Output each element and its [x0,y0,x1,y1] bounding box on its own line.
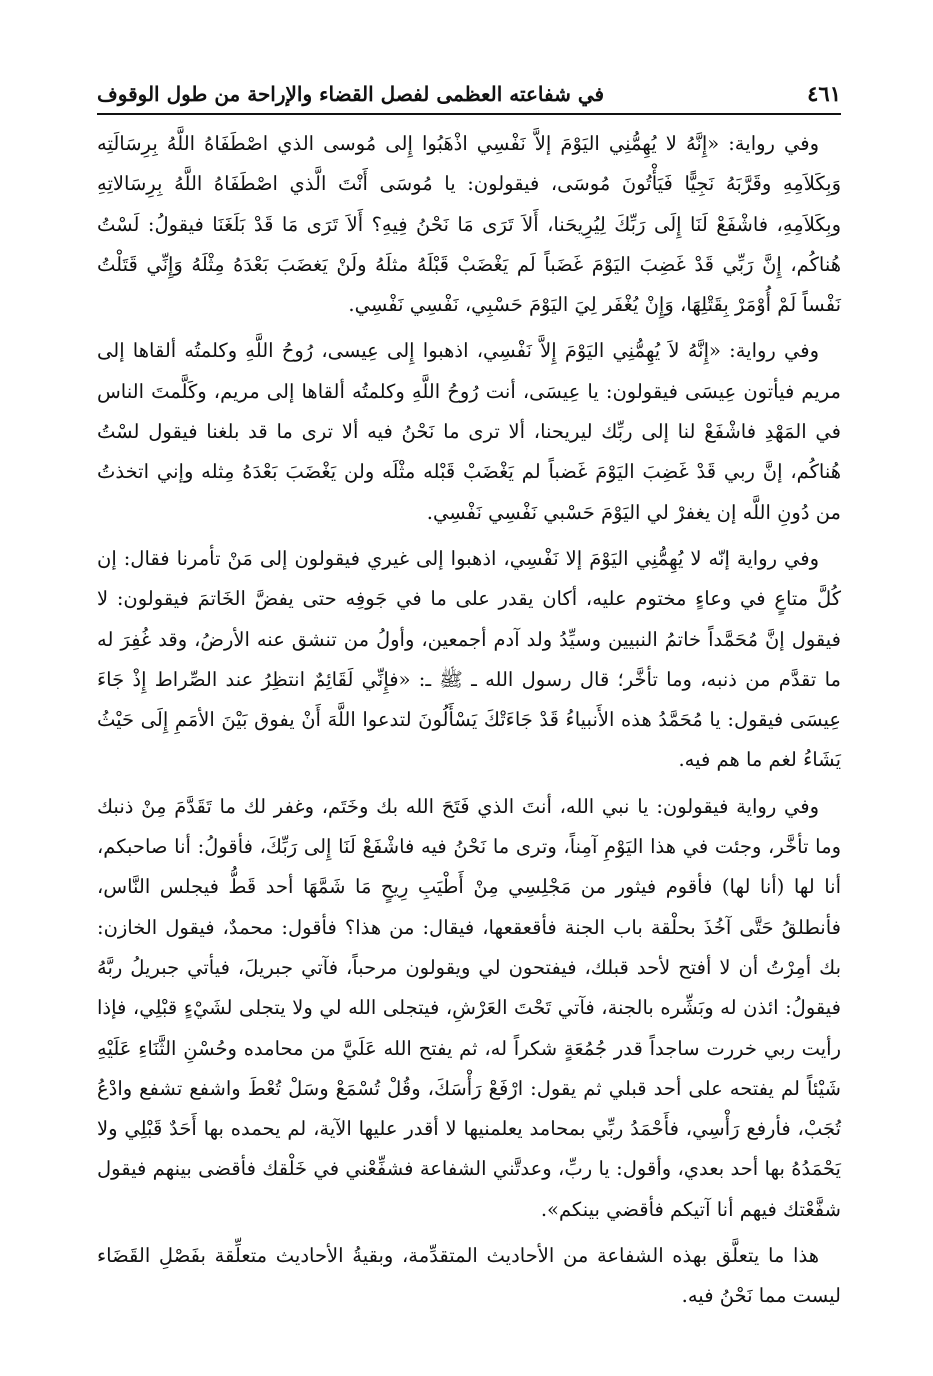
header-rule [97,113,841,115]
page-header [97,66,841,106]
paragraph-jesus: وفي رواية: «إِنَّهُ لاَ يُهِمُّنِي اليَوْمَ إِلاَّ نَفْسِي، اذهبوا إِلى عِيسى، رُوحُ اللَّهِ وكلمتُه ألقاها إلى مريم فيأتون عِيسَى فيقولون: يا عِيسَى، أنت رُوحُ اللَّهِ وكلمتُه ألقاها إلى مريم، وكَلَّمتَ الناس في المَهْدِ فاشْفَعْ لنا إلى ربِّك ليريحنا، ألا ترى ما نَحْنُ فيه ألا ترى ما قد بلغنا فيقول لسْتُ هُناكُم، إنَّ ربي قَدْ غَضِبَ اليَوْمَ غَضباً لم يَغْضَبْ قَبْله مثْلَه ولن يَغْضَبَ بَعْدَهُ مِثله وإني اتخذتُ من دُونِ اللَّه إن يغفرْ لي اليَوْمَ حَسْبي نَفْسِي نَفْسِي. [97,339,841,524]
page-number: ٤٦١ [807,81,841,106]
paragraph-moses: وفي رواية: «إِنَّهُ لا يُهِمُّنِي اليَوْمَ إلاَّ نَفْسِي اذْهَبُوا إِلى مُوسى الذي اصْطَفَاهُ اللَّهُ بِرِسَالَتِه وَبِكَلاَمِهِ وقَرَّبَهُ نَجِيًّا فَيَأْتُونَ مُوسَى، فيقولون: يا مُوسَى أَنْتَ الَّذي اصْطَفَاهُ اللَّهُ بِرِسَالاتِهِ وبِكَلاَمِهِ، فاشْفَعْ لَنَا إِلَى رَبِّكَ لِيُرِيحَنا، أَلاَ تَرَى مَا نَحْنُ فِيهِ؟ أَلاَ تَرَى مَا قَدْ بَلَغَنَا فيقولُ: لَسْتُ هُناكُم، إِنَّ رَبِّي قَدْ غَضِبَ اليَوْمَ غَضَباً لَم يَغْضَبْ قَبْلَهُ مثلَهُ ولَنْ يَغضَبَ بَعْدَهُ مِثْلَهُ وَإِنِّي قَتَلْتُ نَفْساً لَمْ أُوْمَرْ بِقَتْلِهَا، وَإِنْ يُغْفَر لِيَ اليَوْمَ حَسْبِي، نَفْسِي نَفْسِي. [97,132,841,317]
running-head: في شفاعته العظمى لفصل القضاء والإراحة من طول الوقوف [97,82,605,106]
paragraph-seal: وفي رواية إنّه لا يُهِمُّنِي اليَوْمَ إلا نَفْسِي، اذهبوا إلى غيري فيقولون إلى مَنْ تأمرنا فقال: إن كُلَّ متاعٍ في وعاءٍ مختوم عليه، أكان يقدر على ما في جَوفِه حتى يفضَّ الخَاتمَ فيقولون: لا فيقول إنَّ مُحَمَّداً خاتمُ النبيين وسيِّدُ ولد آدم أجمعين، وأولُ من تنشق عنه الأرضُ، وقد غُفِرَ له ما تقدَّم من ذنبه، وما تأخَّر؛ قال رسول الله ـ ﷺ ـ: «فإِنِّي لَقَائِمٌ انتظِرُ عند الصِّراط إِذْ جَاءَ عِيسَى فيقول: يا مُحَمَّدُ هذه الأَنبياءُ قَدْ جَاءَتْكَ يَسْأَلُونَ لتدعوا اللَّهَ أَنْ يفوق بَيْنَ الأمَمِ إِلَى حَيْثُ يَشَاءُ لغم ما هم فيه. [97,546,841,772]
body-text [97,124,841,1323]
paragraph-conclusion: هذا ما يتعلَّق بهذه الشفاعة من الأحاديث المتقدِّمة، وبقيةُ الأحاديث متعلِّقة بفَصْلِ القَضَاء ليست مما نَحْنُ فيه. [97,1244,841,1308]
paragraph-prophet: وفي رواية فيقولون: يا نبي الله، أنتَ الذي فَتَحَ الله بك وخَتَم، وغفر لك ما تَقَدَّمَ مِنْ ذنبك وما تأخَّر، وجئت في هذا اليَوْمِ آمِناً، وترى ما نَحْنُ فيه فاشْفَعْ لَنَا إِلى رَبِّكَ، فأقولُ: أنا صاحبكم، أنا لها (أنا لها) فأقوم فيثور من مَجْلِسِي مِنْ أَطْيَبِ رِيحٍ مَا شَمَّهَا أحد قَطُّ فيجلس النَّاس، فأنطلقُ حَتَّى آخُذَ بحلْقة باب الجنة فأقعقعها، فيقال: من هذا؟ فأقول: محمدٌ، فيقول الخازن: بك أمِرْتُ أن لا أفتح لأحد قبلك، فيفتحون لي ويقولون مرحباً، فآتي جبريلَ، فيأتي جبريلُ ربَّهُ فيقولُ: ائذن له وبَشِّره بالجنة، فآتي تَحْتَ العَرْشِ، فيتجلى الله لي ولا يتجلى لشَيْءٍ قبْلِي، فإذا رأيت ربي خررت ساجداً قدر جُمُعَةٍ شكراً له، ثم يفتح الله عَلَيَّ من محامده وحُسْنِ الثَّنَاءِ عَلَيْهِ شَيْئاً لم يفتحه على أحد قبلي ثم يقول: ارْفَعْ رَأْسَكَ، وقُلْ تُسْمَعْ وسَلْ تُعْطَ واشفع تشفع وادْعُ تُجَبْ، فأرفع رَأْسِي، فأَحْمَدُ ربِّي بمحامد يعلمنيها لا أقدر عليها الآية، لم يحمده بها أَحَدٌ قَبْلِي ولا يَحْمَدُهُ بها أحد بعدي، وأقول: يا ربِّ، وعدتَّني الشفاعة فشفِّعْني في خَلْقك فأقضى بينهم فيقول شفَّعْتك فيهم أنا آتيكم فأقضي بينكم». [97,794,841,1221]
